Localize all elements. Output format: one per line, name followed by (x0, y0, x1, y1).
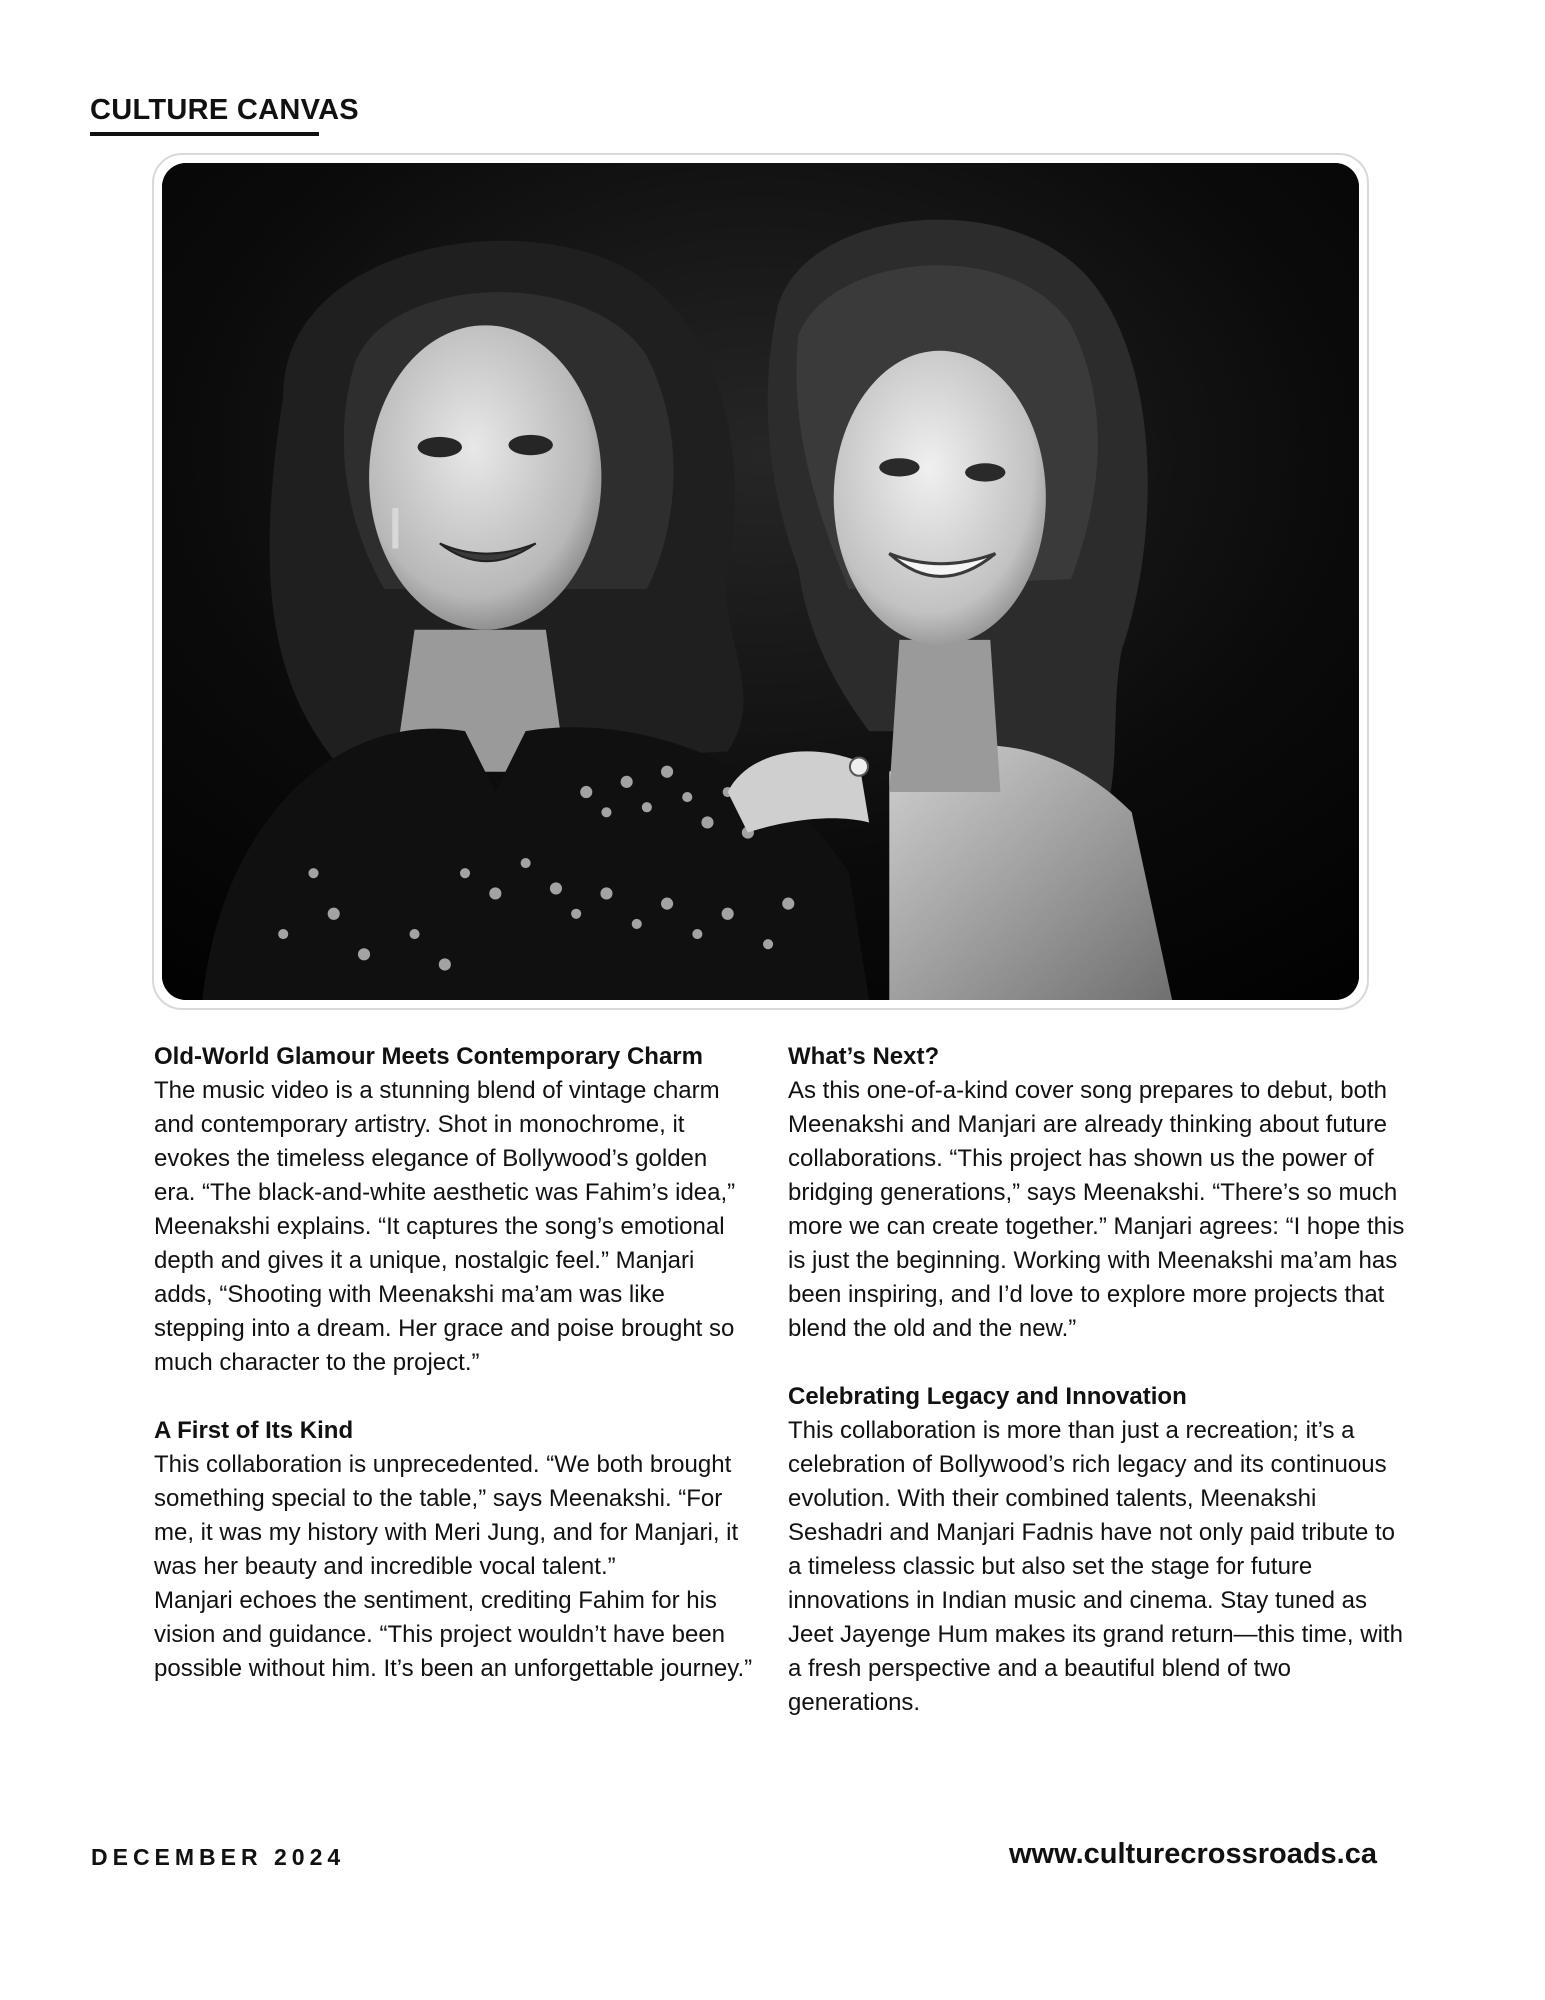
section-label-underline (90, 132, 319, 136)
portrait-illustration (162, 163, 1359, 1000)
article-section (154, 1414, 754, 1686)
feature-photo (162, 163, 1359, 1000)
article-right-column (788, 1040, 1408, 1754)
article-section (154, 1040, 754, 1380)
section-paragraph: Manjari echoes the sentiment, crediting Fahim for his vision and guidance. “This project wouldn’t have been possible without him. It’s been an unforgettable journey.” (154, 1587, 753, 1682)
article-left-column (154, 1040, 754, 1720)
section-heading: What’s Next? (788, 1043, 940, 1070)
feature-photo-frame (152, 153, 1369, 1010)
article-section (788, 1040, 1408, 1346)
section-paragraph: This collaboration is more than just a recreation; it’s a celebration of Bollywood’s rich legacy and its continuous evolution. With their combined talents, Meenakshi Seshadri and Manjari Fadnis have not only paid tribute to a timeless classic but also set the stage for future innovations in Indian music and cinema. Stay tuned as Jeet Jayenge Hum makes its grand return—this time, with a fresh perspective and a beautiful blend of two generations. (788, 1417, 1403, 1716)
section-heading: Celebrating Legacy and Innovation (788, 1383, 1187, 1410)
section-paragraph: The music video is a stunning blend of vintage charm and contemporary artistry. Shot in monochrome, it evokes the timeless elegance of Bollywood’s golden era. “The black-and-white aesthetic was Fahim’s idea,” Meenakshi explains. “It captures the song’s emotional depth and gives it a unique, nostalgic feel.” Manjari adds, “Shooting with Meenakshi ma’am was like stepping into a dream. Her grace and poise brought so much character to the project.” (154, 1077, 736, 1376)
article-section (788, 1380, 1408, 1720)
section-label: CULTURE CANVAS (90, 94, 359, 126)
section-heading: Old-World Glamour Meets Contemporary Charm (154, 1043, 703, 1070)
issue-date: DECEMBER 2024 (91, 1844, 346, 1870)
section-paragraph: As this one-of-a-kind cover song prepares to debut, both Meenakshi and Manjari are already thinking about future collaborations. “This project has shown us the power of bridging generations,” says Meenakshi. “There’s so much more we can create together.” Manjari agrees: “I hope this is just the beginning. Working with Meenakshi ma’am has been inspiring, and I’d love to explore more projects that blend the old and the new.” (788, 1077, 1405, 1342)
section-heading: A First of Its Kind (154, 1417, 354, 1444)
section-paragraph: This collaboration is unprecedented. “We both brought something special to the table,” says Meenakshi. “For me, it was my history with Meri Jung, and for Manjari, it was her beauty and incredible vocal talent.” (154, 1451, 739, 1580)
website-link[interactable]: www.culturecrossroads.ca (1008, 1838, 1377, 1870)
